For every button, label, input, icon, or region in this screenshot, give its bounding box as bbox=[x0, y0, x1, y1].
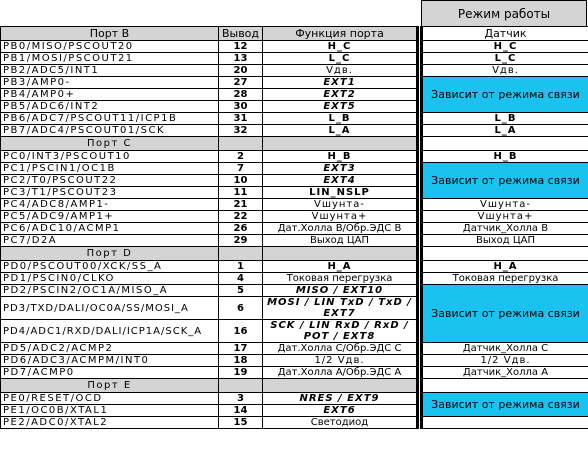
comm-mode-dependent-cell: Зависит от режима связи bbox=[422, 285, 588, 343]
num-cell: 19 bbox=[219, 367, 263, 379]
section-label: Порт E bbox=[1, 379, 219, 393]
signal-cell: Vдв. bbox=[422, 65, 588, 77]
table-row bbox=[1, 125, 588, 137]
table-row bbox=[1, 65, 588, 77]
num-cell: 20 bbox=[219, 65, 263, 77]
header-pin: Порт B bbox=[1, 27, 219, 41]
pin-cell: PB3/AMP0- bbox=[1, 77, 219, 89]
table-row bbox=[1, 355, 588, 367]
signal-cell: Токовая перегрузка bbox=[422, 273, 588, 285]
signal-cell: Датчик_Холла A bbox=[422, 367, 588, 379]
num-cell: 18 bbox=[219, 355, 263, 367]
comm-mode-dependent-cell: Зависит от режима связи bbox=[422, 163, 588, 199]
func-cell: EXT5 bbox=[263, 101, 418, 113]
pin-cell: PB2/ADC5/INT1 bbox=[1, 65, 219, 77]
pin-cell: PC5/ADC9/AMP1+ bbox=[1, 211, 219, 223]
num-cell: 30 bbox=[219, 101, 263, 113]
header-signal: Датчик bbox=[422, 27, 588, 41]
table-row bbox=[1, 41, 588, 53]
pin-cell: PB0/MISO/PSCOUT20 bbox=[1, 41, 219, 53]
num-cell: 13 bbox=[219, 53, 263, 65]
pin-cell: PB1/MOSI/PSCOUT21 bbox=[1, 53, 219, 65]
table-row bbox=[1, 417, 588, 429]
signal-cell: Датчик_Холла B bbox=[422, 223, 588, 235]
section-row-port-c bbox=[1, 137, 588, 151]
num-cell: 17 bbox=[219, 343, 263, 355]
pin-cell: PC1/PSCIN1/OC1B bbox=[1, 163, 219, 175]
func-cell: H_A bbox=[263, 261, 418, 273]
num-cell: 7 bbox=[219, 163, 263, 175]
table-row bbox=[1, 77, 588, 89]
table-row bbox=[1, 261, 588, 273]
table-row bbox=[1, 113, 588, 125]
num-cell: 11 bbox=[219, 187, 263, 199]
pin-cell: PE2/ADC0/XTAL2 bbox=[1, 417, 219, 429]
pin-cell: PD1/PSCIN0/CLKO bbox=[1, 273, 219, 285]
func-cell: Vшунта+ bbox=[263, 211, 418, 223]
table-row bbox=[1, 393, 588, 405]
signal-cell: L_B bbox=[422, 113, 588, 125]
pin-cell: PE1/OC0B/XTAL1 bbox=[1, 405, 219, 417]
pin-cell: PB5/ADC6/INT2 bbox=[1, 101, 219, 113]
func-cell: L_A bbox=[263, 125, 418, 137]
table-row bbox=[1, 273, 588, 285]
func-cell: H_B bbox=[263, 151, 418, 163]
num-cell: 21 bbox=[219, 199, 263, 211]
header-func: Функция порта bbox=[263, 27, 418, 41]
func-cell: Vдв. bbox=[263, 65, 418, 77]
table-row bbox=[1, 343, 588, 355]
table-row bbox=[1, 223, 588, 235]
func-cell: EXT1 bbox=[263, 77, 418, 89]
pin-cell: PD3/TXD/DALI/OC0A/SS/MOSI_A bbox=[1, 297, 219, 320]
signal-cell: Датчик_Холла C bbox=[422, 343, 588, 355]
num-cell: 12 bbox=[219, 41, 263, 53]
pin-cell: PB6/ADC7/PSCOUT11/ICP1B bbox=[1, 113, 219, 125]
func-cell: Дат.Холла A/Обр.ЭДС A bbox=[263, 367, 418, 379]
table-row bbox=[1, 367, 588, 379]
num-cell: 2 bbox=[219, 151, 263, 163]
num-cell: 26 bbox=[219, 223, 263, 235]
func-cell: Дат.Холла C/Обр.ЭДС C bbox=[263, 343, 418, 355]
func-cell: Дат.Холла B/Обр.ЭДС B bbox=[263, 223, 418, 235]
pin-cell: PC7/D2A bbox=[1, 235, 219, 247]
num-cell: 4 bbox=[219, 273, 263, 285]
table-row bbox=[1, 163, 588, 175]
num-cell: 28 bbox=[219, 89, 263, 101]
func-cell: SCK / LIN RxD / RxD / POT / EXT8 bbox=[263, 320, 418, 343]
signal-cell: H_C bbox=[422, 41, 588, 53]
num-cell: 1 bbox=[219, 261, 263, 273]
func-cell: EXT3 bbox=[263, 163, 418, 175]
pin-cell: PC3/T1/PSCOUT23 bbox=[1, 187, 219, 199]
pin-cell: PC6/ADC10/ACMP1 bbox=[1, 223, 219, 235]
table-row bbox=[1, 235, 588, 247]
section-row-port-d bbox=[1, 247, 588, 261]
pin-cell: PB4/AMP0+ bbox=[1, 89, 219, 101]
func-cell: NRES / EXT9 bbox=[263, 393, 418, 405]
section-row-port-e bbox=[1, 379, 588, 393]
signal-cell: H_A bbox=[422, 261, 588, 273]
num-cell: 6 bbox=[219, 297, 263, 320]
pin-cell: PC2/T0/PSCOUT22 bbox=[1, 175, 219, 187]
comm-mode-dependent-cell: Зависит от режима связи bbox=[422, 77, 588, 113]
num-cell: 3 bbox=[219, 393, 263, 405]
mode-header: Режим работы bbox=[421, 0, 587, 26]
pin-cell: PC0/INT3/PSCOUT10 bbox=[1, 151, 219, 163]
func-cell: LIN_NSLP bbox=[263, 187, 418, 199]
num-cell: 31 bbox=[219, 113, 263, 125]
func-cell: EXT4 bbox=[263, 175, 418, 187]
table-row bbox=[1, 211, 588, 223]
comm-mode-dependent-cell: Зависит от режима связи bbox=[422, 393, 588, 417]
num-cell: 14 bbox=[219, 405, 263, 417]
signal-cell: 1/2 Vдв. bbox=[422, 355, 588, 367]
pin-cell: PD7/ACMP0 bbox=[1, 367, 219, 379]
func-cell: Токовая перегрузка bbox=[263, 273, 418, 285]
table-row bbox=[1, 53, 588, 65]
func-cell: L_B bbox=[263, 113, 418, 125]
signal-cell: L_A bbox=[422, 125, 588, 137]
func-cell: Светодиод bbox=[263, 417, 418, 429]
func-cell: H_C bbox=[263, 41, 418, 53]
table-row bbox=[1, 199, 588, 211]
table-row bbox=[1, 151, 588, 163]
signal-cell: H_B bbox=[422, 151, 588, 163]
pin-cell: PD5/ADC2/ACMP2 bbox=[1, 343, 219, 355]
section-label: Порт C bbox=[1, 137, 219, 151]
func-cell: EXT6 bbox=[263, 405, 418, 417]
num-cell: 10 bbox=[219, 175, 263, 187]
pin-cell: PD0/PSCOUT00/XCK/SS_A bbox=[1, 261, 219, 273]
pin-cell: PB7/ADC4/PSCOUT01/SCK bbox=[1, 125, 219, 137]
func-cell: L_C bbox=[263, 53, 418, 65]
func-cell: Выход ЦАП bbox=[263, 235, 418, 247]
signal-cell: Vшунта+ bbox=[422, 211, 588, 223]
pin-cell: PD2/PSCIN2/OC1A/MISO_A bbox=[1, 285, 219, 297]
signal-cell: Vшунта- bbox=[422, 199, 588, 211]
pin-cell: PD4/ADC1/RXD/DALI/ICP1A/SCK_A bbox=[1, 320, 219, 343]
num-cell: 15 bbox=[219, 417, 263, 429]
port-pin-table bbox=[0, 26, 588, 429]
func-cell: MISO / EXT10 bbox=[263, 285, 418, 297]
pin-cell: PD6/ADC3/ACMPM/INT0 bbox=[1, 355, 219, 367]
pin-cell: PC4/ADC8/AMP1- bbox=[1, 199, 219, 211]
signal-cell: L_C bbox=[422, 53, 588, 65]
func-cell: EXT2 bbox=[263, 89, 418, 101]
pin-cell: PE0/RESET/OCD bbox=[1, 393, 219, 405]
signal-cell: Выход ЦАП bbox=[422, 235, 588, 247]
section-label: Порт D bbox=[1, 247, 219, 261]
num-cell: 32 bbox=[219, 125, 263, 137]
func-cell: MOSI / LIN TxD / TxD / EXT7 bbox=[263, 297, 418, 320]
num-cell: 5 bbox=[219, 285, 263, 297]
header-num: Вывод bbox=[219, 27, 263, 41]
table-row bbox=[1, 285, 588, 297]
func-cell: Vшунта- bbox=[263, 199, 418, 211]
func-cell: 1/2 Vдв. bbox=[263, 355, 418, 367]
num-cell: 22 bbox=[219, 211, 263, 223]
num-cell: 27 bbox=[219, 77, 263, 89]
num-cell: 16 bbox=[219, 320, 263, 343]
num-cell: 29 bbox=[219, 235, 263, 247]
header-row bbox=[1, 27, 588, 41]
